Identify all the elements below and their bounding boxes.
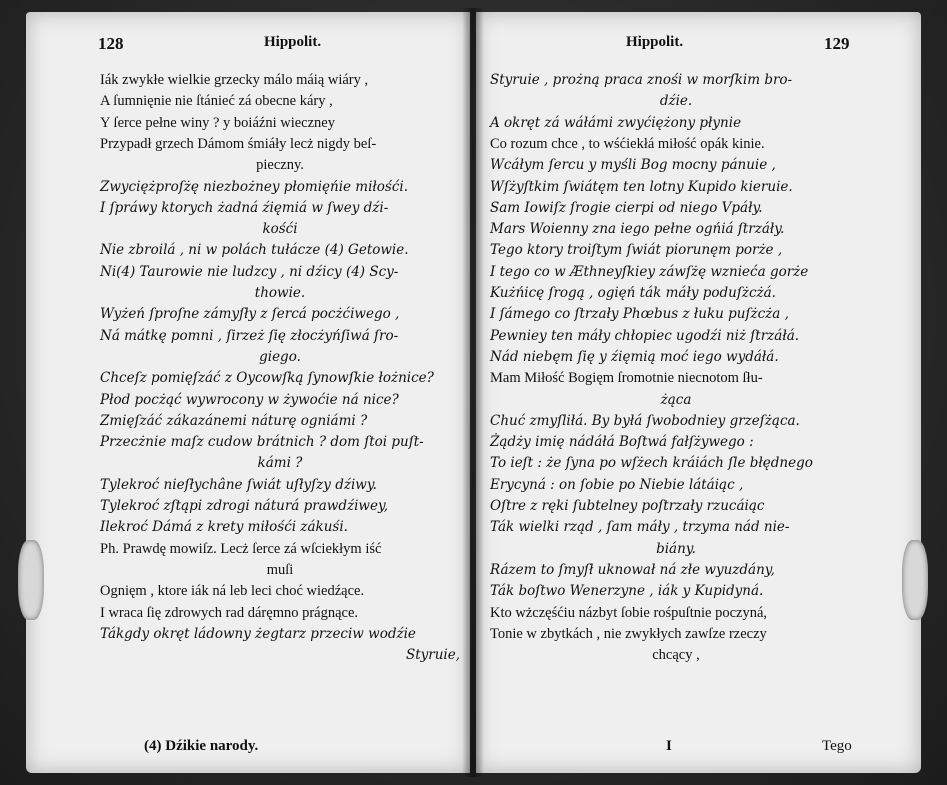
text-line: Wcáłym ſercu y myśli Bog mocny pánuie , <box>490 157 776 174</box>
text-line: Ph. Prawdę mowiſz. Lecż ſerce zá wſciekłym iść <box>100 540 382 557</box>
book-gutter <box>462 8 484 777</box>
text-line: Kużńicę ſrogą , ogięń ták máły poduſżcżá. <box>490 285 776 301</box>
text-line: Sam Iowiſz ſrogie cierpi od niego Vpáły. <box>490 199 763 216</box>
left-running-head: Hippolit. <box>264 34 322 50</box>
text-line: Nie zbroilá , ni w polách tułácze (4) Getowie. <box>100 242 409 259</box>
text-line: Ták boſtwo Wenerzyne , iák y Kupidyná. <box>490 583 764 600</box>
text-line: Nád niebęm ſię y źięmią moć iego wydáłá. <box>490 348 779 365</box>
text-line: giego. <box>259 348 301 365</box>
text-line: Chuć zmyſliłá. By byłá ſwobodniey grzeſżąca. <box>490 412 800 429</box>
left-page-number: 128 <box>98 34 124 53</box>
text-line: Tylekroć zſtąpi zdrogi náturá prawdźiwey, <box>100 498 389 514</box>
text-line: Płod pocżąć wywrocony w żywoćie ná nice? <box>100 391 399 408</box>
text-line: Mars Woienny zna iego pełne ogńiá ſtrzáły. <box>490 221 785 238</box>
text-line: Y ſerce pełne winy ? y boiáźni wieczney <box>100 114 335 131</box>
text-line: Chceſz pomięſzáć z Oycowſką ſynowſkie łożnice? <box>100 370 434 387</box>
text-line: Pewniey ten máły chłopiec ugodźi niż ſtrzáłá. <box>490 327 800 344</box>
text-line: Rázem to ſmyſł uknował ná złe wyuzdány, <box>490 561 775 578</box>
text-line: thowie. <box>254 285 306 301</box>
text-line: muſi <box>266 561 294 578</box>
right-page-clip <box>902 540 928 620</box>
text-line: Tylekroć nieſłychâne ſwiát uſłyſzy dźiwy. <box>100 476 377 493</box>
text-line: Styruie , prożną praca znośi w morſkim bro- <box>490 72 793 88</box>
right-page-number: 129 <box>824 34 850 53</box>
text-line: Ni(4) Taurowie nie ludzcy , ni dźicy (4) Scy- <box>100 263 399 280</box>
text-line: Iák zwykłe wielkie grzecky málo máią wiáry , <box>100 72 369 88</box>
text-line: Zmięſzáć zákazánemi náturę ogniámi ? <box>100 412 368 429</box>
text-line: Wyżeń ſproſne zámyſły z ſercá pocżćiwego , <box>100 306 400 323</box>
text-line: Przypadł grzech Dámom śmiáły lecż nigdy beſ- <box>100 135 377 152</box>
text-line: Ná mátkę pomni , ſirzeż ſię złocżyńſiwá ſro- <box>100 327 399 344</box>
text-line: I ſámego co ſtrzały Phœbus z łuku puſżcża , <box>490 306 789 323</box>
text-line: Tonie w zbytkách , nie zwykłych zawſze rzeczy <box>490 625 767 642</box>
text-line: I ſpráwy ktorych żadná źięmiá w ſwey dźi- <box>100 199 389 216</box>
left-page-clip <box>18 540 44 620</box>
text-line: A ſumnięnie nie ſtánieć zá obecne káry , <box>100 93 333 110</box>
text-line: Tego ktory troiſtym ſwiát piorunęm porże , <box>490 242 783 259</box>
text-line: I wraca ſię zdrowych rad dáręmno prágnące. <box>100 604 359 621</box>
right-page <box>476 12 921 773</box>
text-line: Mam Miłość Bogięm ſromotnie niecnotom ſłu- <box>490 370 763 387</box>
text-line: Styruie, <box>405 647 460 664</box>
text-line: biány. <box>656 540 696 557</box>
text-line: Ognięm , ktore iák ná leb leci choć wiedźące. <box>100 583 365 600</box>
text-line: pieczny. <box>256 157 304 174</box>
text-line: chcący , <box>652 647 700 664</box>
text-line: I tego co w Æthneyſkiey záwſżę wznieća gorże <box>490 263 809 280</box>
text-line: Wſżyſtkim ſwiátęm ten lotny Kupido kieruie. <box>490 178 793 195</box>
text-line: Tákgdy okręt ládowny żegtarz przeciw wodźie <box>100 625 416 642</box>
text-line: kámi ? <box>257 455 303 472</box>
text-line: Ilekroć Dámá z krety miłośći zákuśi. <box>100 519 348 536</box>
catchword: Tego <box>822 738 852 754</box>
text-line: żąca <box>660 391 692 408</box>
text-line: To ieſt : że ſyna po wſżech kráiách ſle błędnego <box>490 455 813 472</box>
text-line: kośći <box>262 221 298 238</box>
signature-mark: I <box>666 738 672 754</box>
text-line: Kto wżczęśćiu názbyt ſobie rośpuſtnie poczyná, <box>490 604 768 621</box>
left-page <box>26 12 470 773</box>
text-line: A okręt zá wáłámi zwyćiężony płynie <box>490 114 742 131</box>
text-line: Ták wielki rząd , ſam máły , trzyma nád nie- <box>490 519 790 536</box>
right-running-head: Hippolit. <box>626 34 684 50</box>
text-line: Zwyciężproſżę niezbożney płomięńie miłośći. <box>100 178 409 195</box>
text-line: Przecżnie maſz cudow brátnich ? dom ſtoi puſt- <box>100 434 424 451</box>
right-header <box>476 34 921 58</box>
left-footnote: (4) Dźikie narody. <box>144 738 259 754</box>
left-header <box>26 34 470 58</box>
text-line: Oſtre z ręki ſubtelney poſtrzały rzucáiąc <box>490 498 765 514</box>
text-line: Erycyná : on ſobie po Niebie látáiąc , <box>490 476 744 493</box>
text-line: dźie. <box>659 93 693 110</box>
text-line: Co rozum chce , to wśćiekłá miłość opák kinie. <box>490 135 765 152</box>
text-line: Żądży imię nádáłá Boſtwá fałſżywego : <box>490 434 754 451</box>
